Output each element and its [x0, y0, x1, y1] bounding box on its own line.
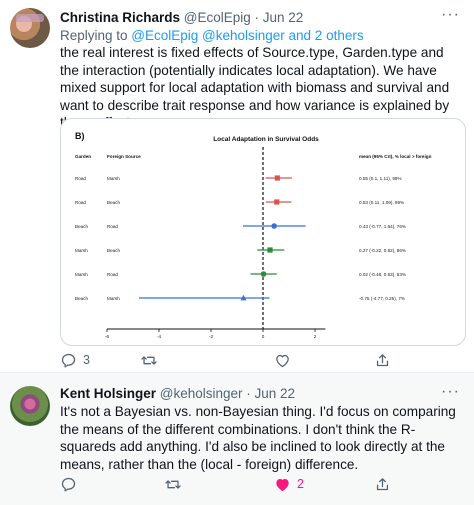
more-icon[interactable]: ···	[441, 383, 460, 400]
share-button[interactable]	[374, 474, 391, 494]
row-garden: Road	[75, 176, 86, 181]
replying-to	[60, 28, 364, 43]
tweet-header	[60, 10, 303, 25]
row-stat-label: 0.43 (-0.77, 1.64), 76%	[359, 224, 406, 229]
row-garden: Beach	[75, 296, 89, 301]
like-count: 2	[297, 477, 304, 491]
avatar[interactable]	[10, 8, 50, 48]
x-tick-label: -2	[208, 334, 214, 339]
x-tick-label: -6	[104, 334, 110, 339]
forest-plot	[61, 119, 466, 346]
row-stat-label: 0.27 (-0.22, 0.82), 86%	[359, 248, 406, 253]
author-handle-date[interactable]: @keholsinger · Jun 22	[159, 386, 296, 401]
panel-label: B)	[75, 131, 85, 141]
retweet-button[interactable]	[140, 350, 164, 370]
point-estimate	[275, 175, 280, 180]
heart-icon	[274, 352, 291, 369]
row-source: Road	[107, 272, 118, 277]
retweet-icon	[164, 476, 182, 493]
share-icon	[374, 476, 391, 493]
point-estimate	[267, 247, 272, 252]
row-source: Beach	[107, 248, 121, 253]
retweet-icon	[140, 352, 158, 369]
row-stat-label: -0.75 (-4.77, 0.25), 7%	[359, 296, 405, 301]
x-tick-label: 2	[313, 334, 317, 339]
col-header-source: Foreign Source	[107, 154, 141, 159]
retweet-button[interactable]	[164, 474, 188, 494]
author-name[interactable]: Kent Holsinger	[60, 386, 157, 401]
row-garden: Marsh	[75, 248, 88, 253]
x-tick-label: -4	[156, 334, 162, 339]
share-button[interactable]	[374, 350, 391, 370]
reply-count: 3	[83, 353, 90, 367]
point-estimate	[271, 223, 277, 229]
x-tick-label: 0	[261, 334, 265, 339]
forest-plot-image[interactable]	[60, 118, 466, 346]
tweet-text: the real interest is fixed effects of Source.type, Garden.type and the interaction (potentially indicates local adaptation). We have mixed support for local adaptation with biomass and survival and want to describe trait response and how variance is explained by	[60, 45, 450, 113]
tweet-text: It's not a Bayesian vs. non-Bayesian thing. I'd focus on comparing the means of the different combinations. I don't think the R-squareds add anything. I'd also be inclined to look directly at the means, rather than the (local - foreign) difference.	[60, 404, 456, 472]
row-garden: Beach	[75, 224, 89, 229]
like-button[interactable]	[274, 350, 297, 370]
author-handle-date[interactable]: @EcolEpig · Jun 22	[183, 10, 304, 25]
col-header-garden: Garden	[75, 154, 92, 159]
share-icon	[374, 352, 391, 369]
row-garden: Road	[75, 200, 86, 205]
row-stat-label: 0.02 (-0.48, 0.53), 53%	[359, 272, 406, 277]
reply-button[interactable]	[60, 474, 83, 494]
avatar[interactable]	[10, 386, 50, 426]
row-source: Marsh	[107, 176, 120, 181]
reply-button[interactable]	[60, 350, 90, 370]
more-icon[interactable]: ···	[441, 6, 460, 23]
row-garden: Marsh	[75, 272, 88, 277]
like-button[interactable]	[274, 474, 304, 494]
avatar-image	[16, 14, 44, 22]
point-estimate	[274, 199, 279, 204]
row-source: Beach	[107, 200, 121, 205]
tweet-header	[60, 386, 295, 401]
row-source: Road	[107, 224, 118, 229]
row-source: Marsh	[107, 296, 120, 301]
reply-icon	[60, 352, 77, 369]
reply-icon	[60, 476, 77, 493]
author-name[interactable]: Christina Richards	[60, 10, 181, 25]
tweet-actions	[60, 474, 460, 494]
col-header-stats: mean (95% CrI), % local > foreign	[359, 154, 432, 159]
row-stat-label: 0.55 (0.1, 1.11), 99%	[359, 176, 402, 181]
point-estimate	[261, 271, 267, 277]
replying-users-link[interactable]: @EcolEpig @keholsinger and 2 others	[131, 28, 364, 43]
heart-icon	[274, 476, 291, 493]
row-stat-label: 0.53 (0.11, 1.09), 99%	[359, 200, 405, 205]
tweet-actions	[60, 350, 460, 370]
replying-prefix: Replying to	[60, 28, 132, 43]
chart-title: Local Adaptation in Survival Odds	[213, 136, 319, 143]
